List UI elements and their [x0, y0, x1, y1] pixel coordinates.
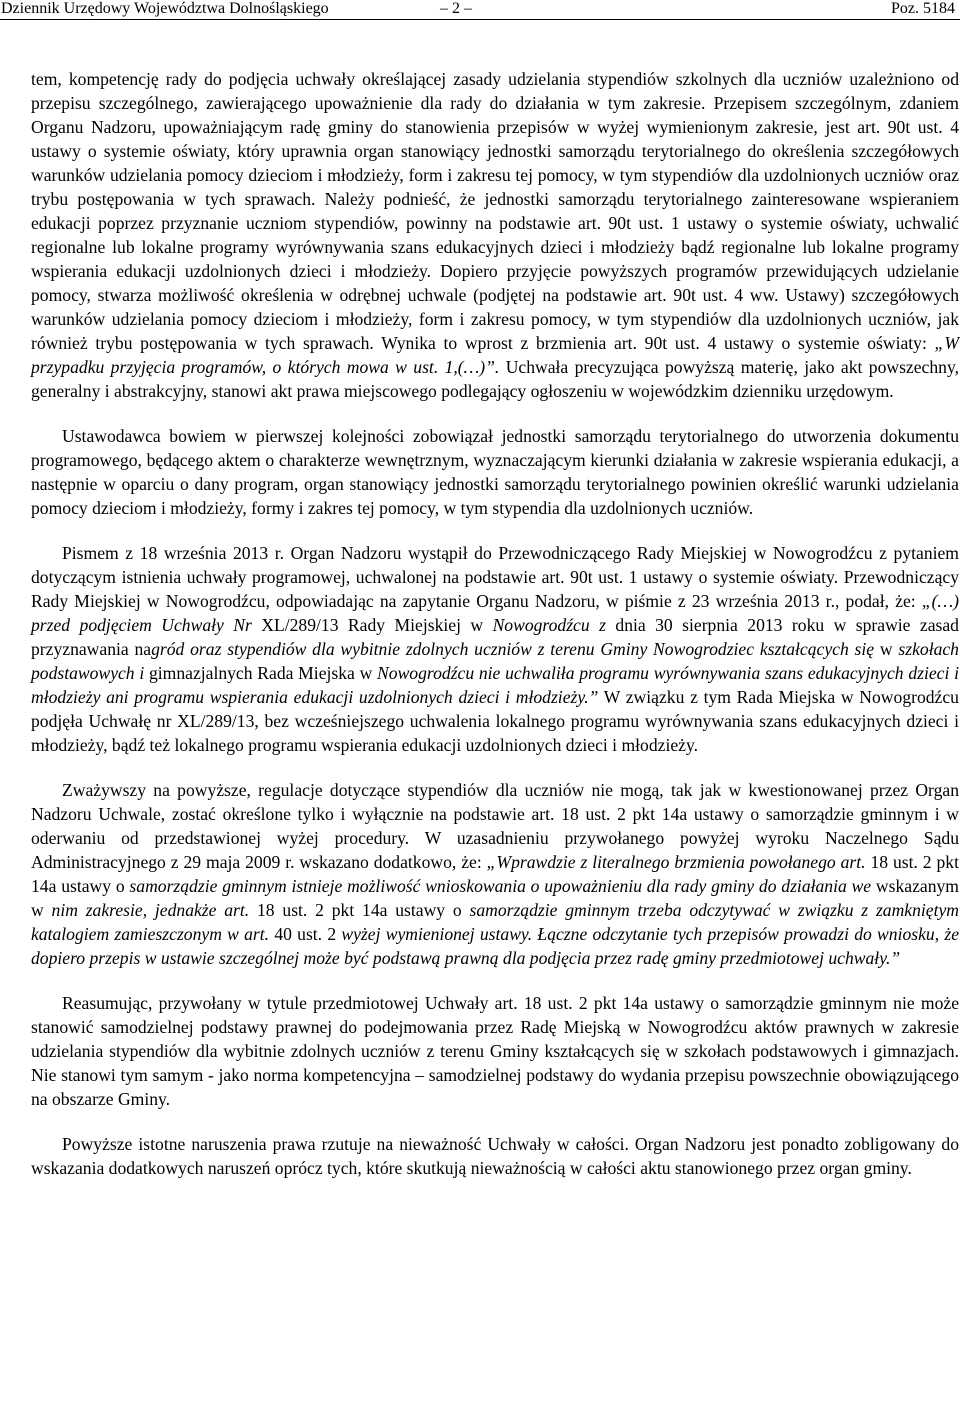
paragraph-p2 [31, 424, 959, 520]
page-number: – 2 – [440, 0, 472, 17]
position-number: Poz. 5184 [891, 0, 955, 17]
italic-quote: samorządzie gminnym trzeba odczytywać w związku z zamkniętym katalogiem zamieszczonym w art. [31, 900, 959, 944]
paragraph-text: Uchwała precyzująca powyższą materię, jako akt powszechny, generalny i abstrakcyjny, stanowi akt prawa miejscowego podlegający ogłoszeniu w wojewódzkim dzienniku urzędowym. [31, 357, 959, 401]
paragraph-text: Powyższe istotne naruszenia prawa rzutuje na nieważność Uchwały w całości. Organ Nadzoru jest ponadto zobligowany do wskazania dodatkowych naruszeń oprócz tych, które skutkują nieważnością w całości aktu stanowionego przez organ gminy. [31, 1134, 959, 1178]
italic-quote: „(…) przed podjęciem Uchwały Nr [31, 591, 959, 635]
italic-quote: Nowogrodźcu z [492, 615, 606, 635]
document-body [31, 67, 959, 1180]
paragraph-p4 [31, 778, 959, 970]
italic-quote: „Wprawdzie z literalnego brzmienia powołanego art. [486, 852, 866, 872]
paragraph-text: Zważywszy na powyższe, regulacje dotyczące stypendiów dla uczniów nie mogą, tak jak w kwestionowanej przez Organ Nadzoru Uchwale, zostać określone tylko i wyłącznie na podstawie art. 18 ust. 2 pkt 14a ustawy o samorządzie gminnym i w oderwaniu od przedstawionej wyżej procedury. W uzasadnieniu przywołanego powyżej wyroku Naczelnego Sądu Administracyjnego z 29 maja 2009 r. wskazano dodatkowo, że: [31, 780, 959, 872]
header-divider [0, 19, 960, 20]
paragraph-text: w [874, 639, 899, 659]
italic-quote: „W przypadku przyjęcia programów, o których mowa w ust. 1,(…)”. [31, 333, 959, 377]
paragraph-text: Reasumując, przywołany w tytule przedmiotowej Uchwały art. 18 ust. 2 pkt 14a ustawy o samorządzie gminnym nie może stanowić samodzielnej podstawy prawnej do podejmowania przez Radę Miejską w Nowogrodźcu aktów prawnych w zakresie udzielania stypendiów dla wybitnie zdolnych uczniów z terenu Gminy kształcących się w szkołach podstawowych i gimnazjach. Nie stanowi tym samym - jako norma kompetencyjna – samodzielnej podstawy do wydania przepisu powszechnie obowiązującego na obszarze Gminy. [31, 993, 959, 1109]
paragraph-p5 [31, 991, 959, 1111]
paragraph-text: tem, kompetencję rady do podjęcia uchwały określającej zasady udzielania stypendiów szkolnych dla uczniów uzależniono od przepisu szczególnego, zawierającego upoważnienie dla rady do działania w tym zakresie. Przepisem szczególnym, zdaniem Organu Nadzoru, upoważniającym radę gminy do stanowienia przepisów w wyżej wymienionym zakresie, jest art. 90t ust. 4 ustawy o systemie oświaty, który uprawnia organ stanowiący jednostki samorządu terytorialnego do określenia szczegółowych warunków udzielania pomocy dzieciom i młodzieży, form i zakresu tej pomocy, w tym stypendiów dla uzdolnionych uczniów oraz trybu postępowania w tych sprawach. Należy podnieść, że jednostki samorządu terytorialnego zainteresowane wspieraniem edukacji poprzez przyznanie uczniom stypendiów, powinny na podstawie art. 90t ust. 1 ustawy o systemie oświaty, uchwalić regionalne lub lokalne programy wyrównywania szans edukacyjnych dzieci i młodzieży bądź regionalne lub lokalne programy wspierania edukacji uzdolnionych dzieci i młodzieży. Dopiero przyjęcie powyższych programów przewidujących udzielanie pomocy, stwarza możliwość określenia w odrębnej uchwale (podjętej na podstawie art. 90t ust. 4 ww. Ustawy) szczegółowych warunków udzielania pomocy dzieciom i młodzieży, form i zakresu pomocy, w tym stypendiów dla uzdolnionych uczniów, jak również trybu postępowania w tych sprawach. Wynika to wprost z brzmienia art. 90t ust. 4 ustawy o systemie oświaty: [31, 69, 959, 353]
paragraph-text: dnia 30 sierpnia 2013 roku w sprawie zasad przyznawania na [31, 615, 959, 659]
italic-quote: szkołach podstawowych i [31, 639, 959, 683]
paragraph-text: 40 ust. 2 [269, 924, 342, 944]
paragraph-text: 18 ust. 2 pkt 14a ustawy o [31, 852, 959, 896]
paragraph-text: Pismem z 18 września 2013 r. Organ Nadzoru wystąpił do Przewodniczącego Rady Miejskiej w Nowogrodźcu z pytaniem dotyczącym istnienia uchwały programowej, uchwalonej na podstawie art. 90t ust. 1 ustawy o systemie oświaty. Przewodniczący Rady Miejskiej w Nowogrodźcu, odpowiadając na zapytanie Organu Nadzoru, w piśmie z 23 września 2013 r., podał, że: [31, 543, 959, 611]
paragraph-text: wskazanym w [31, 876, 959, 920]
italic-quote: samorządzie gminnym istnieje możliwość wnioskowania o upoważnieniu dla rady gminy do działania we [129, 876, 872, 896]
paragraph-text: XL/289/13 Rady Miejskiej w [261, 615, 493, 635]
italic-quote: gród oraz stypendiów dla wybitnie zdolnych uczniów z terenu Gminy Nowogrodziec kształcących się [151, 639, 875, 659]
paragraph-text: 18 ust. 2 pkt 14a ustawy o [249, 900, 470, 920]
italic-quote: Nowogrodźcu nie uchwaliła programu wyrównywania szans edukacyjnych dzieci i młodzieży ani programu wspierania edukacji uzdolnionych dzieci i młodzieży.” [31, 663, 959, 707]
italic-quote: wyżej wymienionej ustawy. Łączne odczytanie tych przepisów prowadzi do wniosku, że dopiero przepis w ustawie szczególnej może być podstawą prawną dla podjęcia przez radę gminy przedmiotowej uchwały.” [31, 924, 960, 968]
paragraph-p6 [31, 1132, 959, 1180]
paragraph-p3 [31, 541, 959, 757]
paragraph-text: gimnazjalnych Rada Miejska w [144, 663, 378, 683]
italic-quote: nim zakresie, jednakże art. [51, 900, 250, 920]
paragraph-text: W związku z tym Rada Miejska w Nowogrodźcu podjęła Uchwałę nr XL/289/13, bez wcześniejszego uchwalenia lokalnego programu wyrównywania szans edukacyjnych dzieci i młodzieży, bądź też lokalnego programu wspierania edukacji uzdolnionych dzieci i młodzieży. [31, 687, 959, 755]
paragraph-text: Ustawodawca bowiem w pierwszej kolejności zobowiązał jednostki samorządu terytorialnego do utworzenia dokumentu programowego, będącego aktem o charakterze wewnętrznym, wyznaczającym kierunki działania w zakresie wspierania edukacji, a następnie w oparciu o dany program, organ stanowiący jednostki samorządu terytorialnego powinien określić warunki udzielania pomocy dzieciom i młodzieży, formy i zakres tej pomocy, w tym stypendia dla uzdolnionych uczniów. [31, 426, 959, 518]
journal-title: Dziennik Urzędowy Województwa Dolnośląskiego [1, 0, 329, 17]
paragraph-p1 [31, 67, 959, 403]
